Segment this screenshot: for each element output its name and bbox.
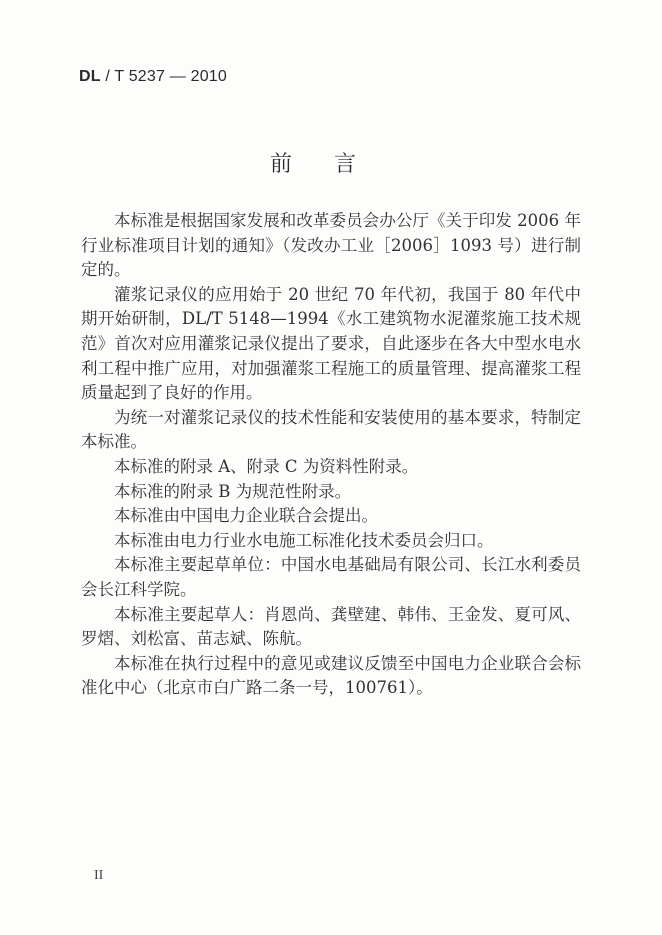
paragraph: 灌浆记录仪的应用始于 20 世纪 70 年代初，我国于 80 年代中期开始研制，DL/T 5148—1994《水工建筑物水泥灌浆施工技术规范》首次对应用灌浆记录仪提出了要求，自此逐步在各大中型水电水利工程中推广应用，对加强灌浆工程施工的质量管理、提高灌浆工程质量起到了良好的作用。 [81,284,581,403]
paragraph: 本标准的附录 B 为规范性附录。 [114,481,352,501]
page-title: 前言 [270,152,399,177]
paragraph: 本标准是根据国家发展和改革委员会办公厅《关于印发 2006 年行业标准项目计划的通知》（发改办工业［2006］1093 号）进行制定的。 [81,211,581,280]
standard-code-prefix: DL [79,68,101,85]
paragraph: 为统一对灌浆记录仪的技术性能和安装使用的基本要求，特制定本标准。 [81,407,581,452]
preface-body [81,209,581,701]
paragraph: 本标准由电力行业水电施工标准化技术委员会归口。 [114,530,494,550]
page-number: II [94,868,104,883]
paragraph: 本标准在执行过程中的意见或建议反馈至中国电力企业联合会标准化中心（北京市白广路二条一号，100761）。 [81,653,581,698]
standard-code [79,68,227,86]
paragraph: 本标准主要起草单位：中国水电基础局有限公司、长江水利委员会长江科学院。 [81,555,581,599]
standard-code-number: / T 5237 — 2010 [100,68,227,85]
paragraph: 本标准的附录 A、附录 C 为资料性附录。 [114,456,419,476]
paragraph: 本标准由中国电力企业联合会提出。 [114,506,378,526]
paragraph: 本标准主要起草人：肖恩尚、龚壁建、韩伟、王金发、夏可风、罗熠、刘松富、苗志斌、陈航。 [81,604,581,649]
